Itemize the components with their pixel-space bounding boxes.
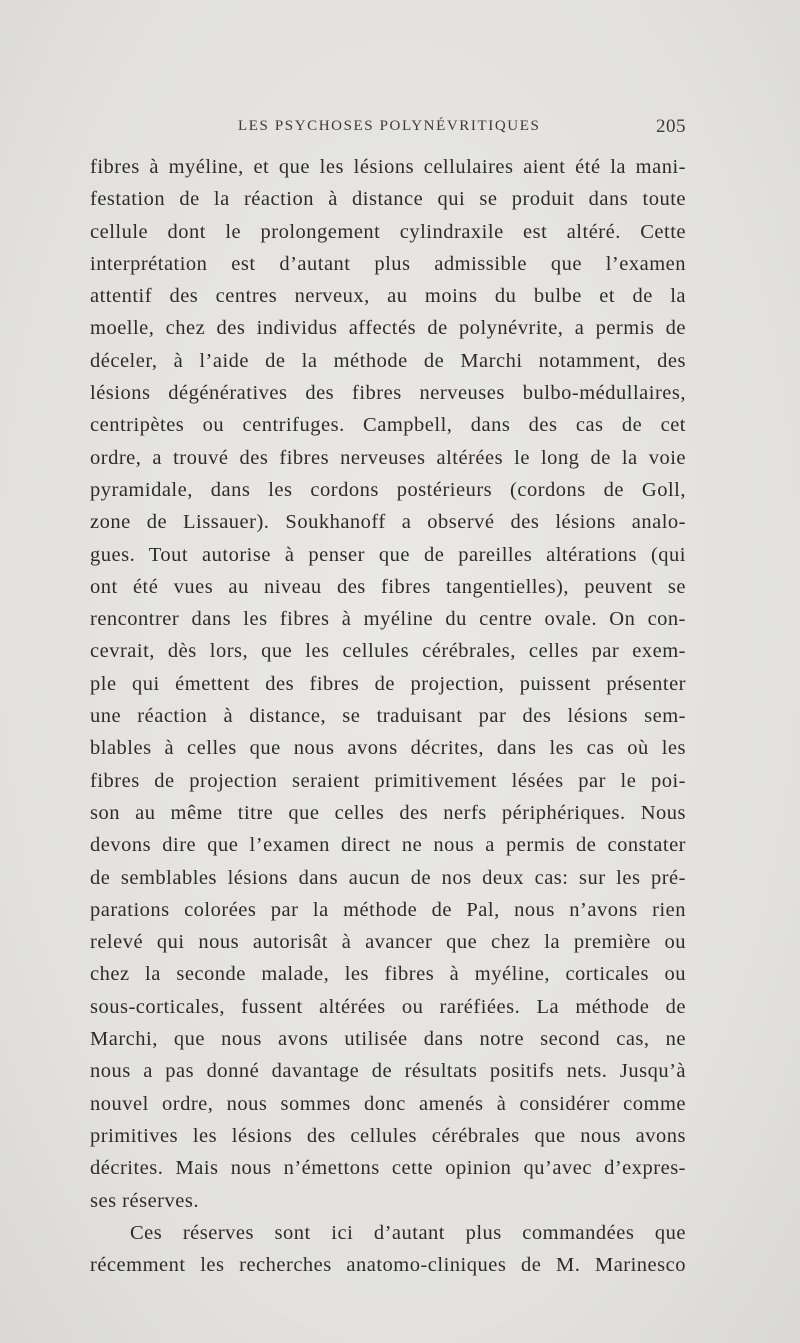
text-line: fibres de projection seraient primitivement lésées par le poi- <box>90 769 686 792</box>
text-line: parations colorées par la méthode de Pal, nous n’avons rien <box>90 898 686 921</box>
text-line: sous-corticales, fussent altérées ou raréfiées. La méthode de <box>90 995 686 1018</box>
text-line: une réaction à distance, se traduisant par des lésions sem- <box>90 705 686 728</box>
page-number: 205 <box>656 116 686 137</box>
text-line: Marchi, que nous avons utilisée dans notre second cas, ne <box>90 1028 686 1051</box>
text-line: interprétation est d’autant plus admissible que l’examen <box>90 252 686 275</box>
text-line: de semblables lésions dans aucun de nos deux cas: sur les pré- <box>90 866 686 889</box>
text-line: déceler, à l’aide de la méthode de Marchi notamment, des <box>90 349 686 372</box>
text-line: nous a pas donné davantage de résultats positifs nets. Jusqu’à <box>90 1060 686 1083</box>
text-line: zone de Lissauer). Soukhanoff a observé des lésions analo- <box>90 511 686 534</box>
text-line: nouvel ordre, nous sommes donc amenés à considérer comme <box>90 1092 686 1115</box>
text-line: primitives les lésions des cellules cérébrales que nous avons <box>90 1124 686 1147</box>
text-line: moelle, chez des individus affectés de polynévrite, a permis de <box>90 317 686 340</box>
text-line: devons dire que l’examen direct ne nous a permis de constater <box>90 834 686 857</box>
text-line: lésions dégénératives des fibres nerveuses bulbo-médullaires, <box>90 382 686 405</box>
text-line: ont été vues au niveau des fibres tangentielles), peuvent se <box>90 575 686 598</box>
text-line: cevrait, dès lors, que les cellules cérébrales, celles par exem- <box>90 640 686 663</box>
text-line: relevé qui nous autorisât à avancer que chez la première ou <box>90 931 686 954</box>
text-line: gues. Tout autorise à penser que de pareilles altérations (qui <box>90 543 686 566</box>
text-line: son au même titre que celles des nerfs périphériques. Nous <box>90 801 686 824</box>
text-line: festation de la réaction à distance qui se produit dans toute <box>90 188 686 211</box>
text-line: fibres à myéline, et que les lésions cellulaires aient été la mani- <box>90 156 686 178</box>
text-line: chez la seconde malade, les fibres à myéline, corticales ou <box>90 963 686 986</box>
text-line: ses réserves. <box>90 1189 199 1212</box>
running-head <box>90 118 686 142</box>
text-line: ordre, a trouvé des fibres nerveuses altérées le long de la voie <box>90 446 686 469</box>
running-title: LES PSYCHOSES POLYNÉVRITIQUES <box>238 118 541 134</box>
text-line: rencontrer dans les fibres à myéline du centre ovale. On con- <box>90 608 686 631</box>
text-line: décrites. Mais nous n’émettons cette opinion qu’avec d’expres- <box>90 1157 686 1180</box>
text-line: blables à celles que nous avons décrites, dans les cas où les <box>90 737 686 760</box>
body-text <box>90 151 686 1281</box>
text-line: centripètes ou centrifuges. Campbell, dans des cas de cet <box>90 414 686 437</box>
text-line: ple qui émettent des fibres de projection, puissent présenter <box>90 672 686 695</box>
text-line: récemment les recherches anatomo-cliniques de M. Marinesco <box>90 1254 686 1277</box>
text-line: attentif des centres nerveux, au moins du bulbe et de la <box>90 285 686 308</box>
text-line: pyramidale, dans les cordons postérieurs (cordons de Goll, <box>90 478 686 501</box>
text-line: cellule dont le prolongement cylindraxile est altéré. Cette <box>90 220 686 243</box>
text-line: Ces réserves sont ici d’autant plus commandées que <box>130 1221 686 1244</box>
